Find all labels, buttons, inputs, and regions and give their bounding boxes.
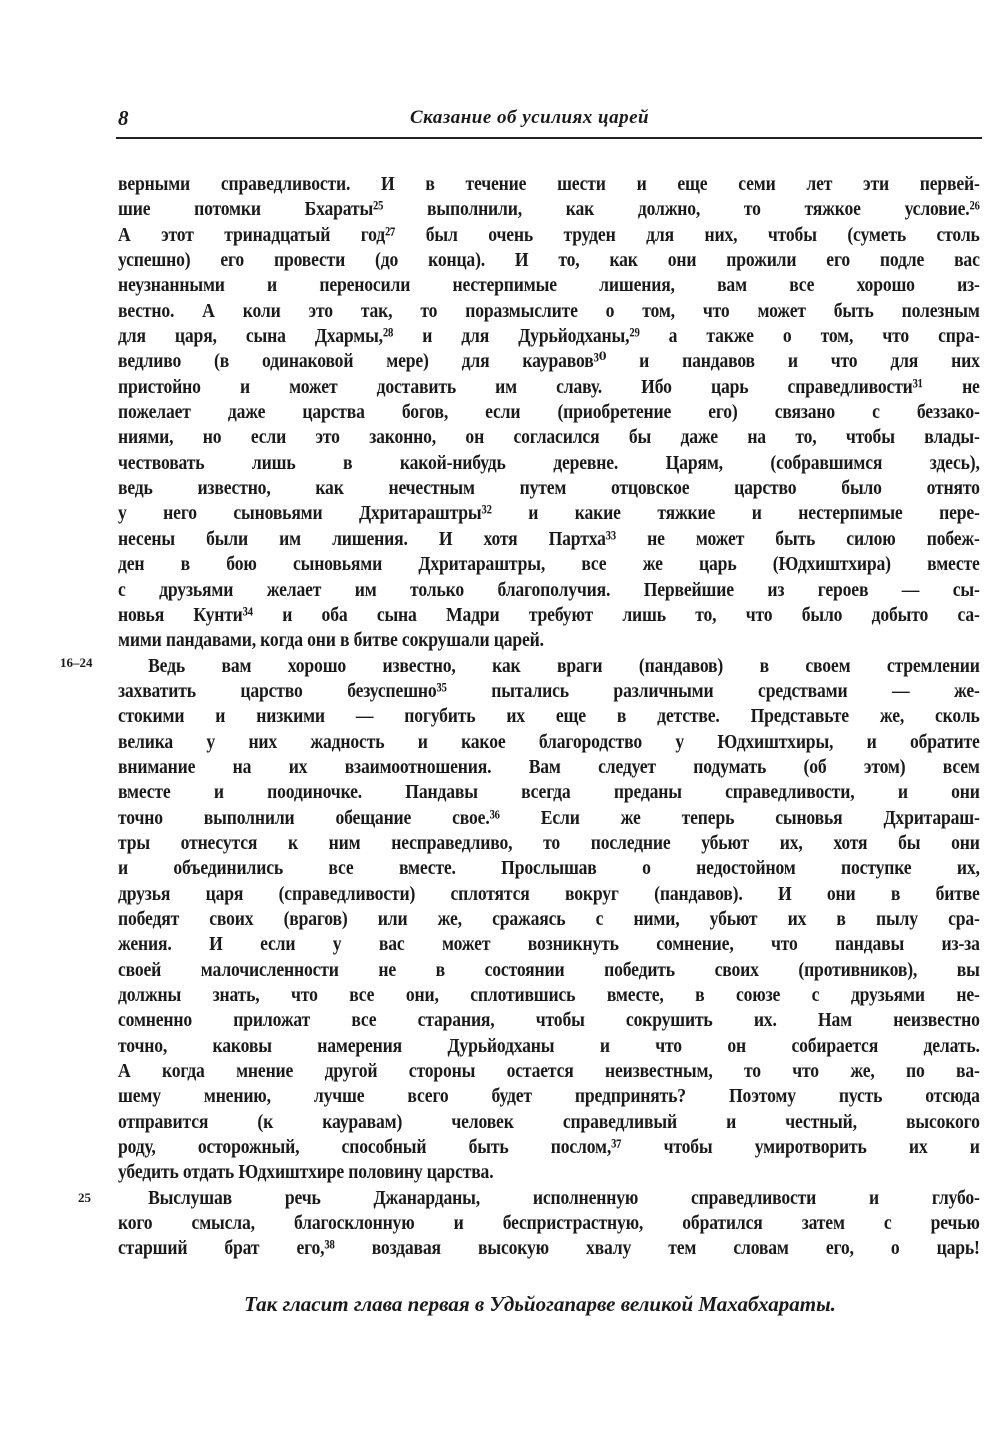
text-line: ведливо (в одинаковой мере) для кауравов³⁰ и пандавов и что для них	[118, 350, 980, 373]
text-line: А когда мнение другой стороны остается неизвестным, то что же, по ва-	[118, 1060, 980, 1083]
text-line: тры отнесутся к ним несправедливо, то последние убьют их, хотя бы они	[118, 831, 980, 854]
text-line: точно, каковы намерения Дурьйодханы и что он собирается делать.	[118, 1034, 980, 1057]
text-line: убедить отдать Юдхиштхире половину царства.	[118, 1161, 494, 1184]
text-line: вместе и поодиночке. Пандавы всегда преданы справедливости, и они	[118, 781, 980, 804]
text-line: неузнанными и переносили нестерпимые лишения, вам все хорошо из-	[118, 274, 980, 297]
text-line: ден в бою сыновьями Дхритараштры, все же царь (Юдхиштхира) вместе	[118, 553, 980, 576]
text-line: мими пандавами, когда они в битве сокрушали царей.	[118, 629, 544, 652]
header-rule	[116, 137, 982, 139]
text-line: стокими и низкими — погубить их еще в детстве. Представьте же, сколь	[118, 705, 980, 728]
text-line: шие потомки Бхараты²⁵ выполнили, как должно, то тяжкое условие.²⁶	[118, 198, 980, 221]
text-line: своей малочисленности не в состоянии победить своих (противников), вы	[118, 958, 980, 981]
text-line: вестно. А коли это так, то поразмыслите о том, что может быть полезным	[118, 299, 980, 322]
text-line: захватить царство безуспешно³⁵ пытались различными средствами — же-	[118, 679, 980, 702]
text-line: чествовать лишь в какой-нибудь деревне. Царям, (собравшимся здесь),	[118, 451, 980, 474]
text-line: друзья царя (справедливости) сплотятся вокруг (пандавов). И они в битве	[118, 882, 980, 905]
body-text	[118, 172, 980, 1262]
text-line: Ведь вам хорошо известно, как враги (пандавов) в своем стремлении	[148, 654, 980, 677]
text-line: жения. И если у вас может возникнуть сомнение, что пандавы из-за	[118, 933, 980, 956]
text-line: пожелает даже царства богов, если (приобретение его) связано с беззако-	[118, 401, 980, 424]
text-line: внимание на их взаимоотношения. Вам следует подумать (об этом) всем	[118, 755, 980, 778]
text-line: роду, осторожный, способный быть послом,³⁷ чтобы умиротворить их и	[118, 1136, 980, 1159]
paragraph	[118, 172, 980, 654]
text-line: для царя, сына Дхармы,²⁸ и для Дурьйодханы,²⁹ а также о том, что спра-	[118, 325, 980, 348]
text-line: успешно) его провести (до конца). И то, как они прожили его подле вас	[118, 249, 980, 272]
colophon	[0, 1292, 1000, 1317]
running-title: Сказание об усилиях царей	[410, 107, 650, 128]
text-line: победят своих (врагов) или же, сражаясь с ними, убьют их в пылу сра-	[118, 907, 980, 930]
text-line: с друзьями желает им только благополучия. Первейшие из героев — сы-	[118, 578, 980, 601]
text-line: сомненно приложат все старания, чтобы сокрушить их. Нам неизвестно	[118, 1009, 980, 1032]
text-line: ведь известно, как нечестным путем отцовское царство было отнято	[118, 477, 980, 500]
margin-verse-number: 25	[78, 1190, 91, 1205]
text-line: должны знать, что все они, сплотившись вместе, в союзе с друзьями не-	[118, 984, 980, 1006]
text-line: кого смысла, благосклонную и беспристрастную, обратился затем с речью	[118, 1212, 980, 1235]
text-line: Выслушав речь Джанарданы, исполненную справедливости и глубо-	[148, 1186, 980, 1209]
text-line: шему мнению, лучше всего будет предпринять? Поэтому пусть отсюда	[118, 1085, 980, 1108]
text-line: точно выполнили обещание свое.³⁶ Если же теперь сыновья Дхритараш-	[118, 806, 980, 829]
text-line: верными справедливости. И в течение шести и еще семи лет эти первей-	[118, 173, 980, 195]
colophon-text: Так гласит глава первая в Удьйогапарве великой Махабхараты.	[244, 1292, 836, 1316]
text-line: велика у них жадность и какое благородство у Юдхиштхиры, и обратите	[118, 730, 980, 753]
text-line: пристойно и может доставить им славу. Ибо царь справедливости³¹ не	[118, 375, 980, 398]
text-line: и объединились все вместе. Прослышав о недостойном поступке их,	[118, 857, 980, 880]
text-line: новья Кунти³⁴ и оба сына Мадри требуют лишь то, что было добыто са-	[118, 603, 980, 626]
paragraph	[118, 654, 980, 1186]
text-line: у него сыновьями Дхритараштры³² и какие тяжкие и нестерпимые пере-	[118, 502, 980, 525]
text-line: А этот тринадцатый год²⁷ был очень труден для них, чтобы (суметь столь	[118, 223, 980, 246]
text-line: несены были им лишения. И хотя Партха³³ не может быть силою побеж-	[118, 527, 980, 550]
page-number: 8	[118, 106, 129, 130]
text-line: старший брат его,³⁸ воздавая высокую хвалу тем словам его, о царь!	[118, 1237, 980, 1260]
margin-verse-number: 16–24	[60, 655, 93, 670]
text-line: отправится (к кауравам) человек справедливый и честный, высокого	[118, 1110, 980, 1133]
paragraph	[118, 1186, 980, 1262]
text-line: ниями, но если это законно, он согласился бы даже на то, чтобы влады-	[118, 426, 980, 449]
